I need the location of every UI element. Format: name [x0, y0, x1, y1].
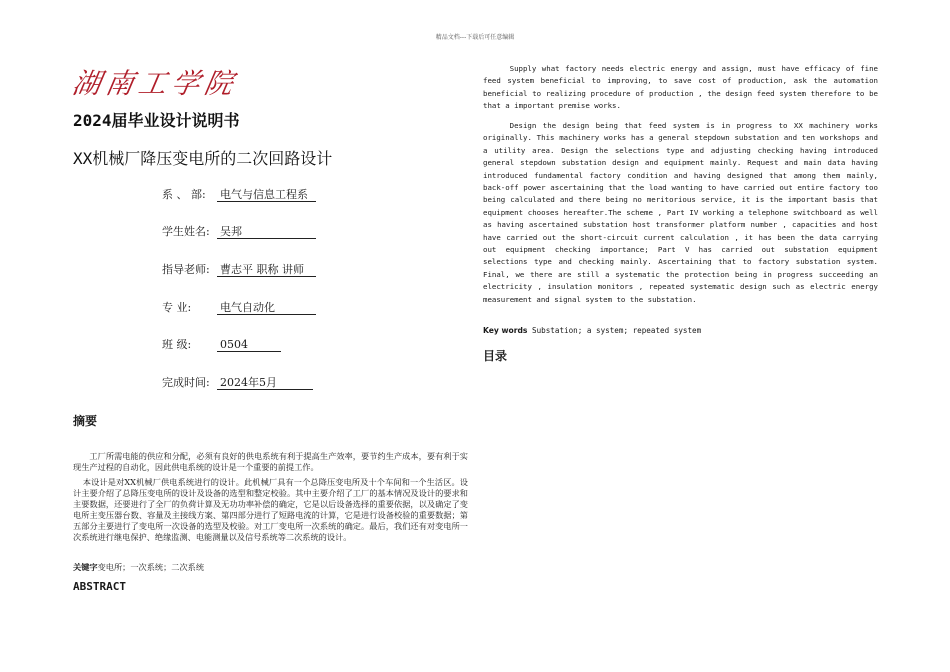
keywords-en-label: Key words	[483, 326, 528, 335]
info-row-class	[162, 336, 281, 352]
abstract-cn-para-1: 工厂所需电能的供应和分配，必须有良好的供电系统有利于提高生产效率，要节约生产成本，要有利于实现生产过程的自动化，因此供电系统的设计是一个重要的前提工作。	[73, 451, 468, 472]
dept-label: 系 、 部:	[162, 188, 206, 201]
major-value: 电气自动化	[217, 301, 316, 315]
toc-heading: 目录	[483, 349, 508, 363]
info-row-date	[162, 374, 313, 390]
abstract-cn-para-2: 本设计是对XX机械厂供电系统进行的设计。此机械厂具有一个总降压变电所及十个车间和一个生活区。设计主要介绍了总降压变电所的设计及设备的选型和整定校验。其中主要介绍了工厂的基本情况及设计的要求和主要数据，还要进行了全厂的负荷计算及无功功率补偿的确定，它是以后设备选择的重要依据，以及确定了变电所主变压器台数、容量及主接线方案、第四部分进行了短路电流的计算，它是进行设备校验的重要数据；第五部分主要进行了变电所一次设备的选型及校验。对工厂变电所一次系统的确定。最后，我们还有对变电所一次系统进行继电保护、绝缘监测、电能测量以及信号系统等二次系统的设计。	[73, 477, 468, 542]
class-label: 班 级:	[162, 338, 192, 351]
abstract-cn-keywords	[73, 562, 204, 573]
university-logo: 湖南工学院	[69, 67, 241, 100]
dept-value: 电气与信息工程系	[217, 188, 316, 202]
watermark: 精品文档---下载后可任意编辑	[435, 34, 515, 41]
keywords-cn-value: 变电所；一次系统；二次系统	[97, 562, 205, 572]
class-value: 0504	[217, 338, 281, 352]
student-label: 学生姓名:	[162, 225, 210, 238]
info-row-advisor	[162, 261, 316, 277]
advisor-value: 曹志平 职称 讲师	[217, 263, 316, 277]
info-row-major	[162, 299, 316, 315]
major-label: 专 业:	[162, 301, 192, 314]
abstract-en-para-2: Design the design being that feed system is in progress to XX machinery works originally. This machinery works has a general stepdown substation and ten workshops and a utility area. Design the selections type and adjusting checking having introduced general stepdown substation design and equipment mainly. Request and main data having introduced fundamental factory condition and having designed that among them mainly, back-off power ascertaining that the load wanting to have carried out entire factory too being calculated and there being no meritorious service, it is the important basis that equipment chooses hereafter.The scheme , Part IV working a telephone switchboard as well as having ascertained substation host transformer platform number , capacities and host have carried out the short-circuit current calculation , it has been the data carrying out equipment checking importance; Part V has carried out substation equipment selections type and checking mainly. Ascertaining that to factory substation system. Final, we there are still a systematic the protection being in progress succeeding an electricity , insulation monitors , repeated systematic design such as electric energy measurement and signal system to the substation.	[483, 121, 878, 304]
abstract-en-heading: ABSTRACT	[73, 580, 126, 593]
thesis-title: XX机械厂降压变电所的二次回路设计	[73, 149, 333, 168]
info-row-student	[162, 223, 316, 239]
keywords-cn-label: 关键字	[73, 562, 98, 572]
abstract-en-keywords	[483, 325, 701, 336]
advisor-label: 指导老师:	[162, 263, 210, 276]
abstract-en-para-1: Supply what factory needs electric energy and assign, must have efficacy of fine feed system beneficial to improving, to save cost of production, ask the automation beneficial to realizing procedure of production , the design feed system therefore to be that a important premise works.	[483, 64, 878, 111]
thesis-heading: 2024届毕业设计说明书	[73, 111, 240, 130]
date-label: 完成时间:	[162, 376, 210, 389]
keywords-en-value: Substation; a system; repeated system	[532, 326, 702, 335]
student-value: 吴邦	[217, 225, 316, 239]
abstract-cn-heading: 摘要	[73, 414, 98, 428]
info-row-dept	[162, 186, 316, 202]
date-value: 2024年5月	[217, 376, 313, 390]
